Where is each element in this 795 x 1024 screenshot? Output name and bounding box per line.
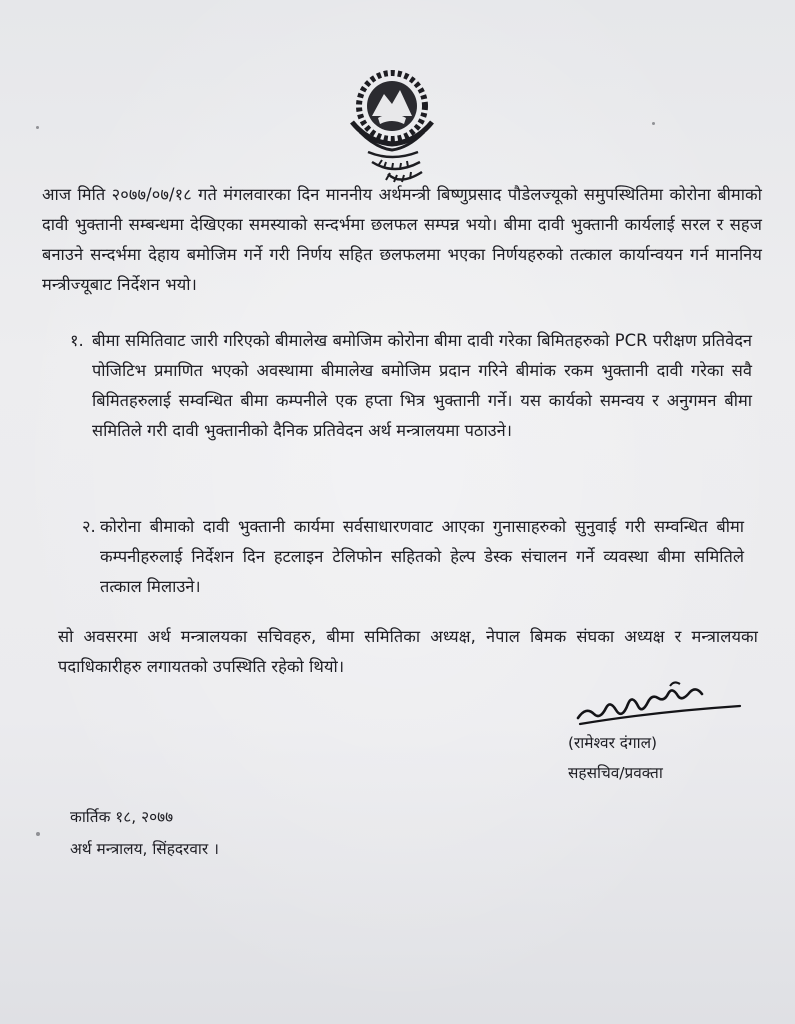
item-1-number: १.: [70, 331, 84, 350]
paper-speck: [652, 122, 655, 125]
issue-date: कार्तिक १८, २०७७: [70, 808, 174, 826]
signature-icon: [572, 676, 742, 732]
item-1-text: बीमा समितिवाट जारी गरिएको बीमालेख बमोजिम कोरोना बीमा दावी गरेका बिमितहरुको PCR परीक्षण प्रतिवेदन पोजिटिभ प्रमाणित भएको अवस्थामा बीमालेख बमोजिम प्रदान गरिने बीमांक रकम भुक्तानी दावी गरेका सवै बिमितहरुलाई सम्वन्धित बीमा कम्पनीले एक हप्ता भित्र भुक्तानी गर्ने। यस कार्यको समन्वय र अनुगमन बीमा समितिले गरी दावी भुक्तानीको दैनिक प्रतिवेदन अर्थ मन्त्रालयमा पठाउने।: [92, 331, 752, 440]
signatory-title: सहसचिव/प्रवक्ता: [568, 764, 663, 782]
paper-speck: [36, 126, 39, 129]
closing-paragraph: सो अवसरमा अर्थ मन्त्रालयका सचिवहरु, बीमा समितिका अध्यक्ष, नेपाल बिमक संघका अध्यक्ष र मन्त्रालयका पदाधिकारीहरु लगायतको उपस्थिति रहेको थियो।: [58, 627, 758, 676]
signatory-name: (रामेश्वर दंगाल): [568, 734, 658, 752]
intro-paragraph: आज मिति २०७७/०७/१८ गते मंगलवारका दिन माननीय अर्थमन्त्री बिष्णुप्रसाद पौडेलज्यूको समुपस्थितिमा कोरोना बीमाको दावी भुक्तानी सम्बन्धमा देखिएका समस्याको सन्दर्भमा छलफल सम्पन्न भयो। बीमा दावी भुक्तानी कार्यलाई सरल र सहज बनाउने सन्दर्भमा देहाय बमोजिम गर्ने गरी निर्णय सहित छलफलमा भएका निर्णयहरुको तत्काल कार्यान्वयन गर्न माननिय मन्त्रीज्यूबाट निर्देशन भयो।: [42, 185, 762, 294]
item-2-number: २.: [82, 517, 96, 536]
item-2-text: कोरोना बीमाको दावी भुक्तानी कार्यमा सर्वसाधारणवाट आएका गुनासाहरुको सुनुवाई गरी सम्वन्धित बीमा कम्पनीहरुलाई निर्देशन दिन हटलाइन टेलिफोन सहितको हेल्प डेस्क संचालन गर्ने व्यवस्था बीमा समितिले तत्काल मिलाउने।: [100, 517, 744, 596]
paper-speck: [36, 832, 40, 836]
government-emblem-icon: [338, 66, 450, 192]
issuing-office: अर्थ मन्त्रालय, सिंहदरवार ।: [70, 840, 219, 858]
